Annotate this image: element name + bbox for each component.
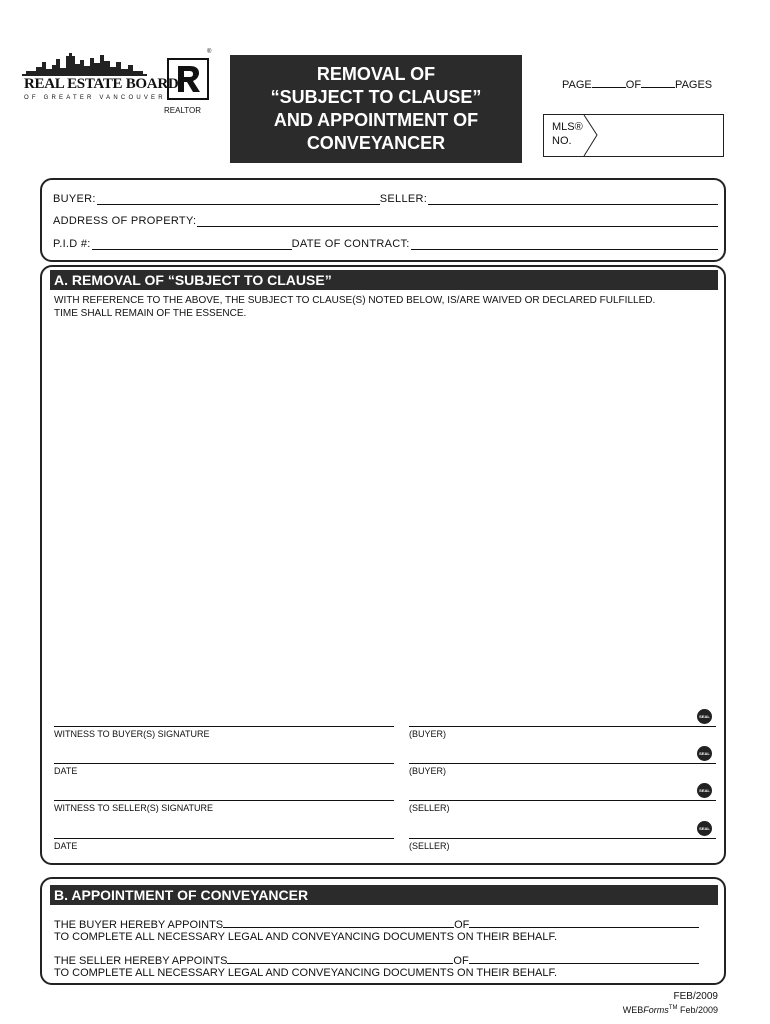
buyer-caption-1: (BUYER) bbox=[409, 729, 447, 739]
section-b bbox=[40, 877, 726, 985]
section-a-statement bbox=[54, 294, 724, 320]
page-total-field[interactable] bbox=[641, 77, 675, 88]
realtor-label: REALTOR bbox=[164, 106, 202, 115]
section-b-heading: B. APPOINTMENT OF CONVEYANCER bbox=[50, 885, 718, 905]
buyer-date-caption: DATE bbox=[54, 766, 78, 776]
section-a-statement-line2: TIME SHALL REMAIN OF THE ESSENCE. bbox=[54, 308, 247, 319]
address-row bbox=[53, 213, 718, 227]
seller-caption-2: (SELLER) bbox=[409, 841, 450, 851]
buyer-conveyancer-of-field[interactable] bbox=[469, 916, 699, 928]
buyer-signature-line-1[interactable] bbox=[409, 726, 716, 727]
seller-date-caption: DATE bbox=[54, 841, 78, 851]
registered-mark: ® bbox=[207, 49, 212, 55]
seal-icon: SEAL bbox=[697, 746, 712, 761]
mls-label bbox=[552, 120, 583, 148]
buyer-label: BUYER: bbox=[53, 193, 96, 205]
page-number-field[interactable] bbox=[592, 77, 626, 88]
title-line-1: REMOVAL OF bbox=[316, 64, 436, 84]
seal-icon: SEAL bbox=[697, 709, 712, 724]
web-date: Feb/2009 bbox=[679, 1005, 718, 1015]
seal-icon: SEAL bbox=[697, 783, 712, 798]
date-of-contract-field[interactable] bbox=[411, 238, 718, 250]
witness-seller-signature-line[interactable] bbox=[54, 800, 394, 801]
witness-seller-caption: WITNESS TO SELLER(S) SIGNATURE bbox=[54, 803, 214, 813]
trademark-symbol: TM bbox=[668, 1005, 678, 1011]
web-prefix: WEB bbox=[622, 1005, 644, 1015]
seller-label: SELLER: bbox=[379, 193, 428, 205]
clauses-area[interactable] bbox=[54, 327, 714, 707]
seal-icon: SEAL bbox=[697, 821, 712, 836]
web-forms-label: Forms bbox=[643, 1005, 669, 1015]
witness-buyer-caption: WITNESS TO BUYER(S) SIGNATURE bbox=[54, 729, 210, 739]
page-counter bbox=[562, 77, 712, 91]
pages-label: PAGES bbox=[675, 79, 713, 91]
mls-number-box[interactable] bbox=[543, 114, 724, 157]
date-of-contract-label: DATE OF CONTRACT: bbox=[291, 238, 410, 250]
buyer-signature-line-2[interactable] bbox=[409, 763, 716, 764]
title-line-2: “SUBJECT TO CLAUSE” bbox=[270, 87, 482, 107]
seller-caption-1: (SELLER) bbox=[409, 803, 450, 813]
buyer-of-label: OF bbox=[454, 919, 470, 931]
section-a-statement-line1: WITH REFERENCE TO THE ABOVE, THE SUBJECT TO CLAUSE(S) NOTED BELOW, IS/ARE WAIVED OR DECLARED FULFILLED. bbox=[54, 295, 656, 306]
buyer-caption-2: (BUYER) bbox=[409, 766, 447, 776]
board-subtitle: OF GREATER VANCOUVER bbox=[24, 95, 166, 101]
buyer-seller-row bbox=[53, 191, 718, 205]
buyer-date-line[interactable] bbox=[54, 763, 394, 764]
section-a bbox=[40, 265, 726, 865]
board-logo bbox=[22, 50, 179, 110]
seller-conveyancer-field[interactable] bbox=[227, 952, 453, 964]
seller-appoints-row bbox=[54, 952, 699, 967]
form-title bbox=[230, 55, 522, 163]
realtor-r-icon bbox=[167, 58, 209, 100]
board-name: REAL ESTATE BOARD bbox=[24, 76, 179, 92]
seller-of-label: OF bbox=[453, 955, 469, 967]
realtor-logo bbox=[160, 56, 218, 120]
address-field[interactable] bbox=[197, 215, 718, 227]
seller-date-line[interactable] bbox=[54, 838, 394, 839]
buyer-conveyancer-field[interactable] bbox=[223, 916, 454, 928]
buyer-appoints-row bbox=[54, 916, 699, 931]
seller-conveyancer-of-field[interactable] bbox=[469, 952, 699, 964]
buyer-complete-text: TO COMPLETE ALL NECESSARY LEGAL AND CONVEYANCING DOCUMENTS ON THEIR BEHALF. bbox=[54, 931, 558, 943]
seller-field[interactable] bbox=[428, 193, 718, 205]
section-a-heading: A. REMOVAL OF “SUBJECT TO CLAUSE” bbox=[50, 270, 718, 290]
pid-date-row bbox=[53, 236, 718, 250]
parties-box bbox=[40, 178, 726, 262]
address-label: ADDRESS OF PROPERTY: bbox=[53, 215, 197, 227]
pid-label: P.I.D #: bbox=[53, 238, 91, 250]
seller-complete-text: TO COMPLETE ALL NECESSARY LEGAL AND CONVEYANCING DOCUMENTS ON THEIR BEHALF. bbox=[54, 967, 558, 979]
page-label: PAGE bbox=[562, 79, 592, 91]
witness-buyer-signature-line[interactable] bbox=[54, 726, 394, 727]
seller-appoints-label: THE SELLER HEREBY APPOINTS bbox=[54, 955, 228, 967]
buyer-field[interactable] bbox=[97, 193, 380, 205]
form-date: FEB/2009 bbox=[673, 991, 718, 1002]
mls-label-line2: NO. bbox=[552, 135, 572, 147]
seller-signature-line-2[interactable] bbox=[409, 838, 716, 839]
seller-signature-line-1[interactable] bbox=[409, 800, 716, 801]
city-skyline-icon bbox=[22, 50, 147, 76]
title-line-4: CONVEYANCER bbox=[306, 133, 446, 153]
buyer-appoints-label: THE BUYER HEREBY APPOINTS bbox=[54, 919, 224, 931]
pid-field[interactable] bbox=[92, 238, 292, 250]
webforms-credit bbox=[623, 1005, 718, 1015]
title-line-3: AND APPOINTMENT OF bbox=[273, 110, 479, 130]
of-label: OF bbox=[625, 79, 642, 91]
mls-label-line1: MLS® bbox=[552, 121, 583, 133]
